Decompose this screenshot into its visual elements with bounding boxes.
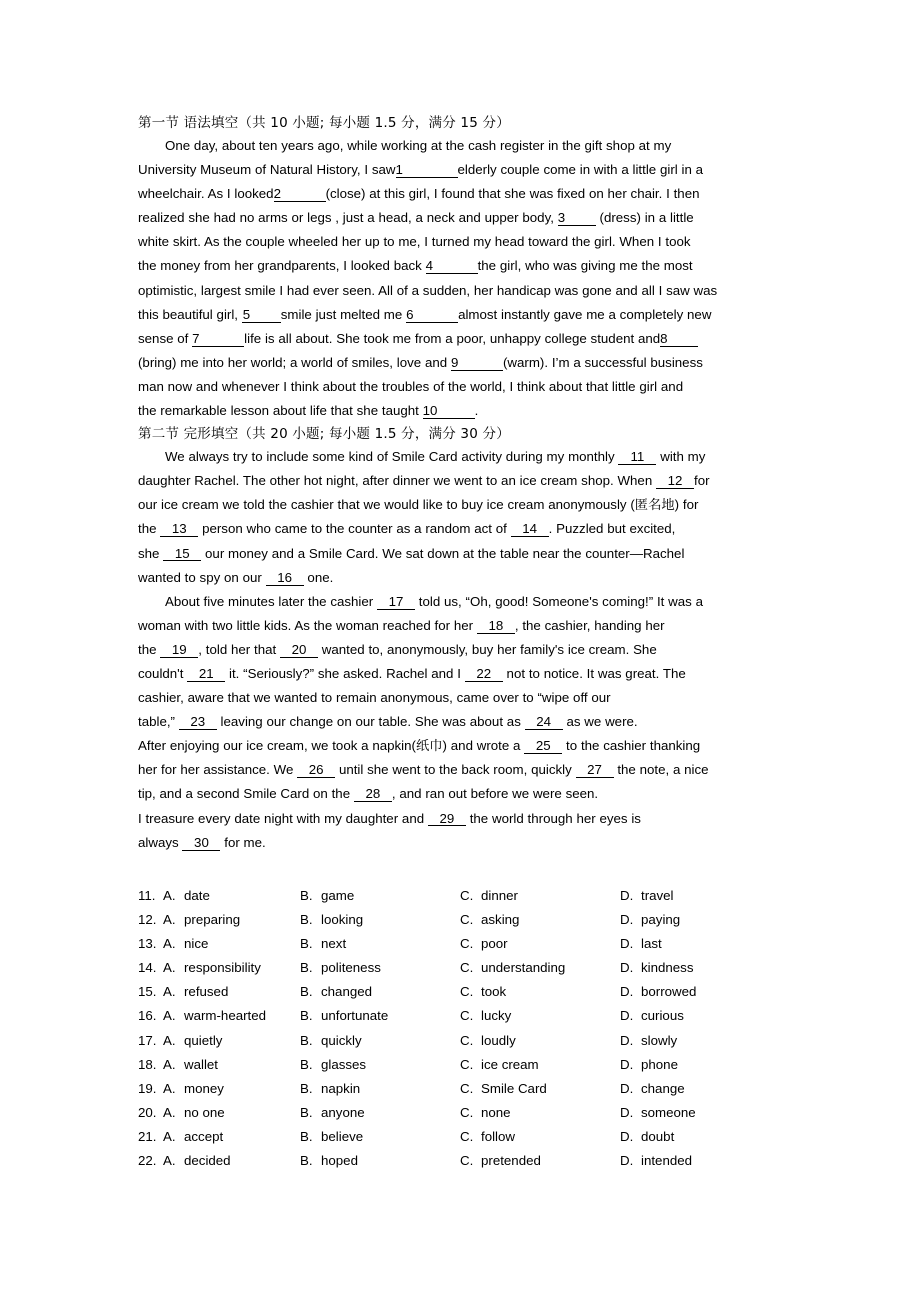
mc-question-number: 17. xyxy=(138,1032,157,1048)
mc-question-row xyxy=(138,1029,798,1053)
mc-option-c[interactable] xyxy=(460,1053,539,1077)
mc-question-number: 14. xyxy=(138,960,157,976)
mc-option-label: doubt xyxy=(641,1128,675,1144)
mc-option-b[interactable] xyxy=(300,884,354,908)
section-1-passage xyxy=(138,134,784,423)
mc-option-label: refused xyxy=(184,984,229,1000)
mc-option-d[interactable] xyxy=(620,980,696,1004)
passage-line xyxy=(138,327,784,351)
mc-option-letter: A. xyxy=(163,1080,176,1096)
mc-option-a[interactable] xyxy=(163,1077,224,1101)
mc-option-letter: C. xyxy=(460,960,474,976)
passage-line xyxy=(138,303,784,327)
mc-option-letter: B. xyxy=(300,1153,313,1169)
passage-text: (close) at this girl, I found that she was fixed on her chair. I then xyxy=(325,186,700,202)
mc-option-letter: C. xyxy=(460,1056,474,1072)
section-2-paragraph xyxy=(138,590,784,855)
mc-option-b[interactable] xyxy=(300,1101,365,1125)
mc-option-c[interactable] xyxy=(460,956,565,980)
passage-text: the xyxy=(138,641,161,657)
mc-question-number: 18. xyxy=(138,1056,157,1072)
passage-text: One day, about ten years ago, while working at the cash register in the gift shop at my xyxy=(165,138,672,153)
mc-option-letter: D. xyxy=(620,984,634,1000)
answer-blank-20[interactable]: 20 xyxy=(280,643,318,658)
passage-line xyxy=(138,493,784,517)
mc-option-label: napkin xyxy=(321,1080,361,1096)
mc-option-c[interactable] xyxy=(460,908,519,932)
passage-line xyxy=(138,542,784,566)
section-2-heading-text: 第二节 完形填空（共 20 小题; 每小题 1.5 分，满分 30 分） xyxy=(138,426,510,443)
mc-option-label: looking xyxy=(321,912,364,928)
mc-option-letter: D. xyxy=(620,1153,634,1169)
mc-option-a[interactable] xyxy=(163,1125,223,1149)
passage-text: . Puzzled but excited, xyxy=(548,521,676,537)
mc-option-letter: A. xyxy=(163,1032,176,1048)
answer-blank-17[interactable]: 17 xyxy=(377,595,415,610)
mc-option-d[interactable] xyxy=(620,1004,684,1028)
mc-option-letter: A. xyxy=(163,888,176,903)
mc-option-d[interactable] xyxy=(620,908,680,932)
section-2-heading xyxy=(138,423,784,445)
mc-question-row xyxy=(138,1125,798,1149)
mc-option-letter: B. xyxy=(300,960,313,976)
passage-line xyxy=(138,566,784,590)
passage-text: (warm). I’m a successful business xyxy=(502,354,703,370)
passage-line xyxy=(138,445,784,469)
passage-text: as we were. xyxy=(562,714,638,730)
mc-option-label: warm-hearted xyxy=(184,1008,267,1024)
mc-option-b[interactable] xyxy=(300,1149,358,1173)
answer-blank-4[interactable]: 4 xyxy=(426,259,478,274)
passage-text: After enjoying our ice cream, we took a napkin(纸巾) and wrote a xyxy=(138,738,525,754)
passage-text: always xyxy=(138,834,183,850)
mc-option-label: pretended xyxy=(481,1153,541,1169)
mc-option-label: borrowed xyxy=(641,984,697,1000)
answer-blank-16[interactable]: 16 xyxy=(266,571,304,586)
passage-line xyxy=(138,469,784,493)
answer-blank-12[interactable]: 12 xyxy=(656,474,694,489)
mc-option-label: Smile Card xyxy=(481,1080,547,1096)
mc-option-a[interactable] xyxy=(163,1029,222,1053)
mc-option-letter: A. xyxy=(163,912,176,928)
mc-option-d[interactable] xyxy=(620,1125,674,1149)
mc-option-c[interactable] xyxy=(460,1029,516,1053)
passage-text: (bring) me into her world; a world of smiles, love and xyxy=(138,354,451,370)
mc-option-letter: A. xyxy=(163,1128,176,1144)
mc-option-d[interactable] xyxy=(620,956,693,980)
mc-option-label: kindness xyxy=(641,960,694,976)
passage-text: woman with two little kids. As the woman reached for her xyxy=(138,617,477,633)
passage-line xyxy=(138,134,784,158)
passage-line xyxy=(138,158,784,182)
mc-option-d[interactable] xyxy=(620,1149,692,1173)
mc-question-number: 12. xyxy=(138,912,157,928)
mc-option-d[interactable] xyxy=(620,1029,677,1053)
passage-text: person who came to the counter as a random act of xyxy=(198,521,511,537)
mc-option-letter: D. xyxy=(620,912,634,928)
answer-blank-26[interactable]: 26 xyxy=(297,763,335,778)
mc-option-b[interactable] xyxy=(300,1029,362,1053)
mc-option-a[interactable] xyxy=(163,1101,225,1125)
passage-text: cashier, aware that we wanted to remain anonymous, came over to “wipe off our xyxy=(138,690,611,706)
answer-blank-21[interactable]: 21 xyxy=(187,667,225,682)
passage-text: the world through her eyes is xyxy=(465,810,641,826)
passage-text: sense of xyxy=(138,330,193,346)
answer-blank-11[interactable]: 11 xyxy=(618,450,656,465)
mc-option-c[interactable] xyxy=(460,980,506,1004)
mc-option-a[interactable] xyxy=(163,1004,266,1028)
answer-blank-24[interactable]: 24 xyxy=(525,715,563,730)
mc-option-d[interactable] xyxy=(620,1077,685,1101)
mc-option-c[interactable] xyxy=(460,1149,541,1173)
passage-text: one. xyxy=(303,569,334,585)
section-1-heading xyxy=(138,112,784,134)
passage-text: it. “Seriously?” she asked. Rachel and I xyxy=(225,665,465,681)
mc-option-label: politeness xyxy=(321,960,381,976)
passage-text: couldn't xyxy=(138,665,188,681)
mc-option-letter: B. xyxy=(300,912,313,928)
mc-option-label: money xyxy=(184,1080,224,1096)
mc-option-b[interactable] xyxy=(300,908,363,932)
mc-option-d[interactable] xyxy=(620,932,662,956)
answer-blank-10[interactable]: 10 xyxy=(423,404,475,419)
mc-question-number: 22. xyxy=(138,1153,157,1169)
mc-option-label: quietly xyxy=(184,1032,223,1048)
passage-text: the note, a nice xyxy=(613,762,709,778)
mc-option-letter: C. xyxy=(460,1153,474,1169)
mc-option-label: glasses xyxy=(321,1056,367,1072)
passage-line xyxy=(138,710,784,734)
mc-question-row xyxy=(138,1004,798,1028)
mc-option-letter: B. xyxy=(300,1104,313,1120)
passage-text: her for her assistance. We xyxy=(138,762,298,778)
passage-line xyxy=(138,375,784,399)
mc-option-label: decided xyxy=(184,1153,231,1169)
passage-text: life is all about. She took me from a poor, unhappy college student and xyxy=(244,330,661,346)
mc-option-letter: C. xyxy=(460,1128,474,1144)
mc-option-letter: B. xyxy=(300,1008,313,1024)
passage-line xyxy=(138,182,784,206)
passage-line xyxy=(138,517,784,541)
mc-option-label: wallet xyxy=(184,1056,218,1072)
passage-text: I treasure every date night with my daughter and xyxy=(138,810,428,826)
passage-text: wanted to spy on our xyxy=(138,569,266,585)
passage-text: optimistic, largest smile I had ever seen. All of a sudden, her handicap was gone and all I saw was xyxy=(138,282,718,298)
mc-option-label: ice cream xyxy=(481,1056,539,1072)
passage-text: this beautiful girl, xyxy=(138,306,242,322)
mc-option-label: anyone xyxy=(321,1104,365,1120)
mc-option-label: asking xyxy=(481,912,520,928)
passage-text: our money and a Smile Card. We sat down at the table near the counter—Rachel xyxy=(201,545,685,561)
passage-line xyxy=(138,206,784,230)
mc-option-letter: D. xyxy=(620,1008,634,1024)
mc-question-row xyxy=(138,884,798,908)
mc-question-number: 21. xyxy=(138,1128,157,1144)
mc-option-d[interactable] xyxy=(620,1101,696,1125)
passage-text: wheelchair. As I looked xyxy=(138,186,274,202)
mc-option-b[interactable] xyxy=(300,1004,388,1028)
mc-option-label: took xyxy=(481,984,507,1000)
answer-blank-1[interactable]: 1 xyxy=(396,163,458,178)
passage-text: the xyxy=(138,521,161,537)
mc-option-label: follow xyxy=(481,1128,515,1144)
passage-line xyxy=(138,351,784,375)
mc-option-c[interactable] xyxy=(460,932,508,956)
mc-option-letter: C. xyxy=(460,1104,474,1120)
mc-question-row xyxy=(138,1149,798,1173)
mc-option-label: next xyxy=(321,936,347,952)
section-2-passages xyxy=(138,445,784,855)
answer-blank-6[interactable]: 6 xyxy=(406,308,458,323)
passage-text: our ice cream we told the cashier that we would like to buy ice cream anonymously (匿名地) for xyxy=(138,497,699,513)
answer-blank-18[interactable]: 18 xyxy=(477,619,515,634)
mc-question-row xyxy=(138,980,798,1004)
mc-option-label: believe xyxy=(321,1128,364,1144)
mc-option-a[interactable] xyxy=(163,1149,231,1173)
answer-blank-22[interactable]: 22 xyxy=(465,667,503,682)
passage-text: About five minutes later the cashier xyxy=(165,593,377,609)
mc-option-c[interactable] xyxy=(460,1004,511,1028)
answer-blank-2[interactable]: 2 xyxy=(274,187,326,202)
mc-option-label: quickly xyxy=(321,1032,362,1048)
passage-text: wanted to, anonymously, buy her family's ice cream. She xyxy=(318,641,657,657)
answer-blank-29[interactable]: 29 xyxy=(428,812,466,827)
mc-option-label: unfortunate xyxy=(321,1008,389,1024)
answer-blank-19[interactable]: 19 xyxy=(160,643,198,658)
answer-blank-25[interactable]: 25 xyxy=(524,739,562,754)
mc-option-letter: C. xyxy=(460,1032,474,1048)
mc-question-row xyxy=(138,1077,798,1101)
mc-option-letter: B. xyxy=(300,984,313,1000)
mc-option-a[interactable] xyxy=(163,956,261,980)
mc-option-a[interactable] xyxy=(163,980,228,1004)
mc-option-label: preparing xyxy=(184,912,241,928)
mc-option-letter: B. xyxy=(300,1128,313,1144)
mc-option-c[interactable] xyxy=(460,1125,515,1149)
mc-option-label: intended xyxy=(641,1153,693,1169)
passage-text: with my xyxy=(656,449,706,465)
mc-question-row xyxy=(138,956,798,980)
passage-line xyxy=(138,614,784,638)
mc-option-label: accept xyxy=(184,1128,224,1144)
passage-text: almost instantly gave me a completely new xyxy=(458,306,712,322)
mc-option-label: slowly xyxy=(641,1032,678,1048)
mc-option-letter: C. xyxy=(460,888,474,903)
mc-option-a[interactable] xyxy=(163,908,240,932)
mc-option-label: paying xyxy=(641,912,681,928)
passage-text: realized she had no arms or legs , just a head, a neck and upper body, xyxy=(138,210,558,226)
passage-text: for me. xyxy=(220,834,266,850)
passage-text: tip, and a second Smile Card on the xyxy=(138,786,354,802)
passage-text: the remarkable lesson about life that she taught xyxy=(138,403,423,419)
mc-option-label: poor xyxy=(481,936,508,952)
passage-text: smile just melted me xyxy=(280,306,407,322)
passage-text: (dress) in a little xyxy=(595,210,694,226)
mc-option-b[interactable] xyxy=(300,980,372,1004)
passage-text: . xyxy=(474,403,479,419)
mc-option-a[interactable] xyxy=(163,932,208,956)
answer-blank-13[interactable]: 13 xyxy=(160,522,198,537)
mc-question-number: 19. xyxy=(138,1080,157,1096)
passage-text: table,” xyxy=(138,714,179,730)
answer-blank-27[interactable]: 27 xyxy=(576,763,614,778)
mc-question-number: 16. xyxy=(138,1008,157,1024)
passage-text: , the cashier, handing her xyxy=(514,617,665,633)
mc-option-letter: D. xyxy=(620,1032,634,1048)
mc-option-label: none xyxy=(481,1104,511,1120)
passage-text: for xyxy=(694,473,710,489)
mc-question-number: 11. xyxy=(138,888,156,903)
passage-text: leaving our change on our table. She was about as xyxy=(216,714,525,730)
mc-option-letter: D. xyxy=(620,1056,634,1072)
mc-option-b[interactable] xyxy=(300,1125,363,1149)
mc-option-a[interactable] xyxy=(163,884,210,908)
passage-line xyxy=(138,590,784,614)
mc-question-row xyxy=(138,932,798,956)
mc-option-label: date xyxy=(184,888,210,903)
mc-question-number: 15. xyxy=(138,984,157,1000)
passage-text: the money from her grandparents, I looked back xyxy=(138,258,426,274)
mc-option-label: changed xyxy=(321,984,373,1000)
mc-option-letter: C. xyxy=(460,1008,474,1024)
mc-option-label: game xyxy=(321,888,355,903)
mc-option-letter: A. xyxy=(163,1008,176,1024)
passage-line xyxy=(138,662,784,686)
answer-blank-9[interactable]: 9 xyxy=(451,356,503,371)
mc-question-row xyxy=(138,908,798,932)
multiple-choice-list xyxy=(138,884,798,1173)
answer-blank-23[interactable]: 23 xyxy=(179,715,217,730)
mc-option-label: lucky xyxy=(481,1008,512,1024)
mc-option-letter: D. xyxy=(620,960,634,976)
passage-line xyxy=(138,831,784,855)
mc-option-label: understanding xyxy=(481,960,566,976)
mc-option-label: change xyxy=(641,1080,685,1096)
mc-option-c[interactable] xyxy=(460,884,518,908)
passage-text: to the cashier thanking xyxy=(562,738,701,754)
mc-option-letter: C. xyxy=(460,912,474,928)
passage-text: , and ran out before we were seen. xyxy=(391,786,599,802)
mc-option-letter: A. xyxy=(163,1153,176,1169)
section-2-paragraph xyxy=(138,445,784,590)
passage-line xyxy=(138,734,784,758)
mc-option-label: no one xyxy=(184,1104,225,1120)
passage-text: , told her that xyxy=(198,641,280,657)
passage-text: daughter Rachel. The other hot night, after dinner we went to an ice cream shop. When xyxy=(138,473,657,489)
mc-option-d[interactable] xyxy=(620,884,674,908)
mc-option-letter: D. xyxy=(620,888,634,903)
mc-option-letter: D. xyxy=(620,1128,634,1144)
passage-line xyxy=(138,686,784,710)
mc-option-label: curious xyxy=(641,1008,684,1024)
mc-option-label: responsibility xyxy=(184,960,261,976)
mc-option-letter: D. xyxy=(620,936,634,952)
answer-blank-14[interactable]: 14 xyxy=(511,522,549,537)
answer-blank-5[interactable]: 5 xyxy=(242,308,281,323)
passage-line xyxy=(138,230,784,254)
passage-text: man now and whenever I think about the troubles of the world, I think about that little girl and xyxy=(138,378,684,394)
mc-option-a[interactable] xyxy=(163,1053,218,1077)
passage-line xyxy=(138,807,784,831)
mc-option-label: travel xyxy=(641,888,674,903)
passage-text: she xyxy=(138,545,164,561)
mc-option-label: phone xyxy=(641,1056,678,1072)
passage-text: University Museum of Natural History, I saw xyxy=(138,162,396,178)
mc-option-label: someone xyxy=(641,1104,696,1120)
passage-text: the girl, who was giving me the most xyxy=(477,258,693,274)
mc-option-letter: B. xyxy=(300,1056,313,1072)
answer-blank-15[interactable]: 15 xyxy=(163,547,201,562)
mc-option-letter: A. xyxy=(163,960,176,976)
mc-option-letter: D. xyxy=(620,1080,634,1096)
answer-blank-8[interactable]: 8 xyxy=(660,332,698,347)
passage-line xyxy=(138,758,784,782)
mc-option-c[interactable] xyxy=(460,1101,511,1125)
mc-option-letter: C. xyxy=(460,936,474,952)
mc-option-letter: A. xyxy=(163,1056,176,1072)
passage-line xyxy=(138,254,784,278)
passage-line xyxy=(138,782,784,806)
mc-option-letter: B. xyxy=(300,888,313,903)
mc-option-label: nice xyxy=(184,936,209,952)
mc-option-label: hoped xyxy=(321,1153,358,1169)
passage-content xyxy=(138,112,784,855)
mc-option-letter: A. xyxy=(163,936,176,952)
passage-text: We always try to include some kind of Smile Card activity during my monthly xyxy=(165,449,619,465)
section-1-heading-text: 第一节 语法填空（共 10 小题; 每小题 1.5 分，满分 15 分） xyxy=(138,115,510,131)
passage-line xyxy=(138,399,784,423)
mc-option-letter: C. xyxy=(460,1080,474,1096)
passage-text: until she went to the back room, quickly xyxy=(335,762,576,778)
mc-option-b[interactable] xyxy=(300,1053,366,1077)
mc-option-b[interactable] xyxy=(300,932,346,956)
passage-line xyxy=(138,279,784,303)
answer-blank-30[interactable]: 30 xyxy=(182,836,220,851)
mc-option-letter: D. xyxy=(620,1104,634,1120)
mc-option-letter: A. xyxy=(163,984,176,1000)
passage-text: not to notice. It was great. The xyxy=(502,665,686,681)
mc-option-letter: B. xyxy=(300,936,313,952)
mc-option-b[interactable] xyxy=(300,1077,360,1101)
mc-option-letter: B. xyxy=(300,1080,313,1096)
mc-option-label: dinner xyxy=(481,888,518,903)
mc-option-label: last xyxy=(641,936,662,952)
mc-option-letter: A. xyxy=(163,1104,176,1120)
mc-question-row xyxy=(138,1053,798,1077)
answer-blank-7[interactable]: 7 xyxy=(192,332,244,347)
answer-blank-28[interactable]: 28 xyxy=(354,787,392,802)
passage-text: white skirt. As the couple wheeled her up to me, I turned my head toward the girl. When I took xyxy=(138,234,691,250)
answer-blank-3[interactable]: 3 xyxy=(558,211,596,226)
mc-option-letter: B. xyxy=(300,1032,313,1048)
mc-question-row xyxy=(138,1101,798,1125)
mc-option-label: loudly xyxy=(481,1032,516,1048)
mc-option-c[interactable] xyxy=(460,1077,547,1101)
passage-text: elderly couple come in with a little girl in a xyxy=(457,162,704,178)
mc-option-d[interactable] xyxy=(620,1053,678,1077)
mc-question-number: 13. xyxy=(138,936,157,952)
passage-text: told us, “Oh, good! Someone's coming!” It was a xyxy=(414,593,703,609)
mc-option-letter: C. xyxy=(460,984,474,1000)
mc-option-b[interactable] xyxy=(300,956,381,980)
mc-question-number: 20. xyxy=(138,1104,157,1120)
passage-line xyxy=(138,638,784,662)
